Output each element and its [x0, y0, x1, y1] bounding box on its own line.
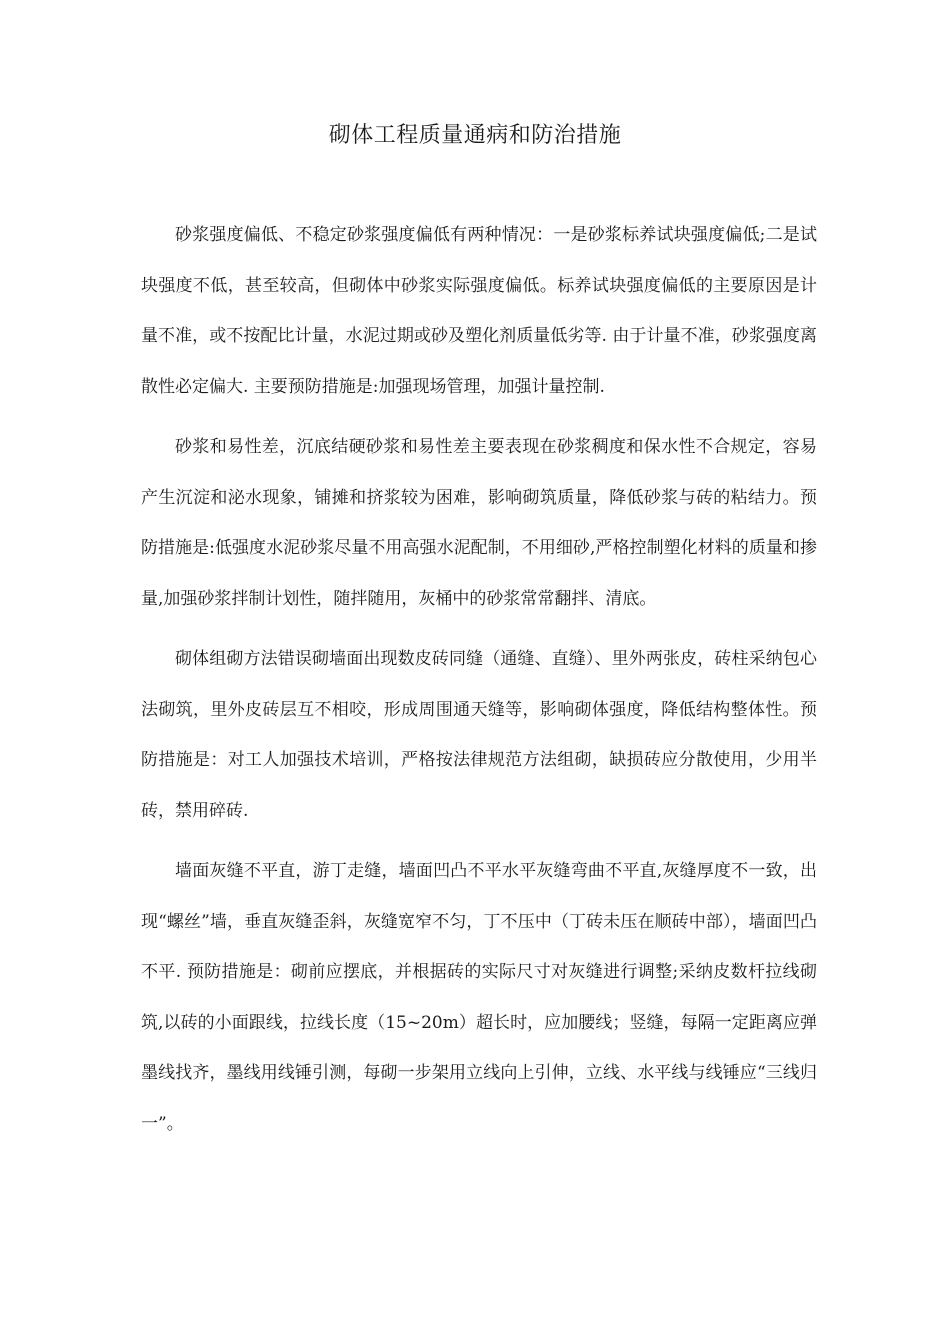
- paragraph-mortar-strength: 砂浆强度偏低、不稳定砂浆强度偏低有两种情况：一是砂浆标养试块强度偏低;二是试块强度不低，甚至较高，但砌体中砂浆实际强度偏低。标养试块强度偏低的主要原因是计量不准，或不按配比计量，水泥过期或砂及塑化剂质量低劣等. 由于计量不准，砂浆强度离散性必定偏大. 主要预防措施是:加强现场管理，加强计量控制.: [141, 225, 817, 397]
- document-body: [141, 210, 817, 1159]
- paragraph-masonry-bonding: 砌体组砌方法错误砌墙面出现数皮砖同缝（通缝、直缝）、里外两张皮，砖柱采纳包心法砌筑，里外皮砖层互不相咬，形成周围通天缝等，影响砌体强度，降低结构整体性。预防措施是：对工人加强技术培训，严格按法律规范方法组砌，缺损砖应分散使用，少用半砖，禁用碎砖.: [141, 649, 817, 821]
- paragraph-mortar-joints: 墙面灰缝不平直，游丁走缝，墙面凹凸不平水平灰缝弯曲不平直,灰缝厚度不一致，出现“螺丝”墙，垂直灰缝歪斜，灰缝宽窄不匀，丁不压中（丁砖未压在顺砖中部），墙面凹凸不平. 预防措施是：砌前应摆底，并根据砖的实际尺寸对灰缝进行调整;采纳皮数杆拉线砌筑,以砖的小面跟线，拉线长度（15~20m）超长时，应加腰线；竖缝，每隔一定距离应弹墨线找齐，墨线用线锤引测，每砌一步架用立线向上引伸，立线、水平线与线锤应“三线归一”。: [141, 861, 817, 1134]
- document-title: 砌体工程质量通病和防治措施: [328, 123, 622, 148]
- paragraph-mortar-workability: 砂浆和易性差，沉底结硬砂浆和易性差主要表现在砂浆稠度和保水性不合规定，容易产生沉淀和泌水现象，铺摊和挤浆较为困难，影响砌筑质量，降低砂浆与砖的粘结力。预防措施是:低强度水泥砂浆尽量不用高强水泥配制，不用细砂,严格控制塑化材料的质量和掺量,加强砂浆拌制计划性，随拌随用，灰桶中的砂浆常常翻拌、清底。: [141, 437, 817, 609]
